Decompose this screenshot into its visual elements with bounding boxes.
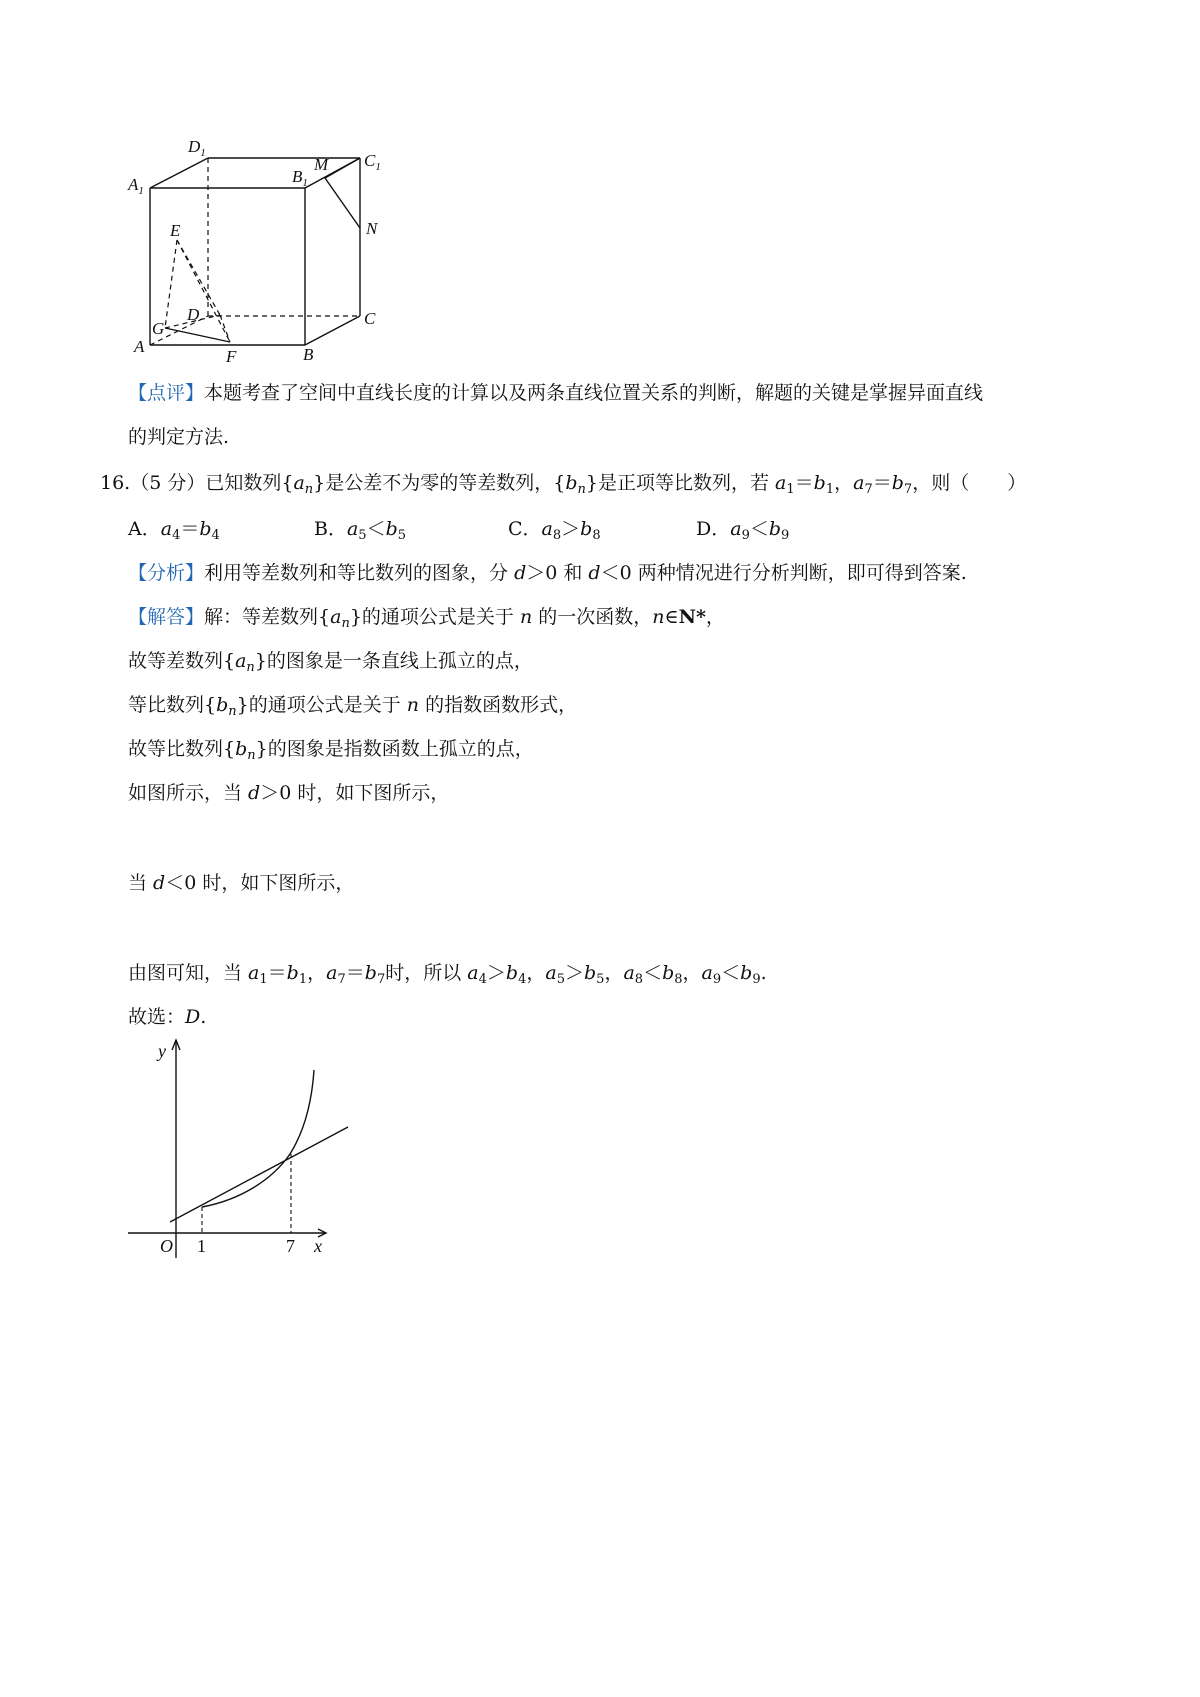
label-B: B xyxy=(303,345,314,364)
solution-line-3: 等比数列$\{b_n\}$的通项公式是关于 n 的指数函数形式， xyxy=(128,694,578,719)
solution-line-8: 故选：D. xyxy=(128,1006,207,1028)
label-M: M xyxy=(314,155,329,174)
review-line-1 xyxy=(128,380,983,406)
question-number: 16. xyxy=(100,472,131,494)
tick-1: 1 xyxy=(197,1236,206,1256)
label-E: E xyxy=(170,221,181,240)
option-B[interactable]: B．$a_5<b_5$ xyxy=(314,518,407,543)
origin-label: O xyxy=(160,1236,173,1256)
label-C1: $C_1$ xyxy=(364,151,381,173)
review-tag: 【点评】 xyxy=(128,382,205,404)
exponential-curve xyxy=(202,1070,314,1207)
option-C[interactable]: C．$a_8>b_8$ xyxy=(508,518,601,543)
sequence-graph xyxy=(120,1030,370,1270)
solution-line-1: 【解答】解：等差数列$\{a_n\}$的通项公式是关于 n 的一次函数，n∈N*， xyxy=(128,606,725,631)
label-N: N xyxy=(366,219,378,238)
solution-tag: 【解答】 xyxy=(128,606,205,628)
solution-line-4: 故等比数列$\{b_n\}$的图象是指数函数上孤立的点， xyxy=(128,738,534,763)
label-D1: $D_1$ xyxy=(188,137,206,159)
label-F: F xyxy=(226,347,237,366)
label-G: G xyxy=(152,319,165,338)
label-A1: $A_1$ xyxy=(128,175,144,197)
arithmetic-line xyxy=(170,1127,348,1222)
label-D: D xyxy=(187,305,200,324)
question-16: 16.（5 分）已知数列$\{a_n\}$是公差不为零的等差数列，$\{b_n\}$是正项等比数列，若 $a_1=b_1$，$a_7=b_7$，则（ ） xyxy=(100,472,1027,497)
analysis-line: 【分析】利用等差数列和等比数列的图象，分 d＞0 和 d＜0 两种情况进行分析判断，即可得到答案. xyxy=(128,562,967,584)
solution-line-7: 由图可知，当 $a_1=b_1$，$a_7=b_7$时，所以 $a_4>b_4$，$a_5>b_5$，$a_8<b_8$，$a_9<b_9$. xyxy=(128,962,767,987)
label-B1: $B_1$ xyxy=(292,167,308,189)
label-A: A xyxy=(134,337,145,356)
option-D[interactable]: D．$a_9<b_9$ xyxy=(696,518,790,543)
review-line-2 xyxy=(128,424,229,450)
review-text-1: 本题考查了空间中直线长度的计算以及两条直线位置关系的判断，解题的关键是掌握异面直线 xyxy=(204,382,984,404)
solution-line-6: 当 d＜0 时，如下图所示， xyxy=(128,872,355,894)
question-options xyxy=(128,516,1028,544)
solution-line-2: 故等差数列$\{a_n\}$的图象是一条直线上孤立的点， xyxy=(128,650,533,675)
solution-line-5: 如图所示，当 d＞0 时，如下图所示， xyxy=(128,782,450,804)
analysis-tag: 【分析】 xyxy=(128,562,205,584)
x-axis-label: x xyxy=(314,1236,322,1256)
option-A[interactable]: A．$a_4=b_4$ xyxy=(128,518,220,543)
tick-7: 7 xyxy=(286,1236,295,1256)
review-text-2: 的判定方法. xyxy=(128,426,230,448)
cube-figure xyxy=(120,130,420,370)
question-score: （5 分） xyxy=(130,472,206,494)
label-C: C xyxy=(364,309,376,328)
y-axis-label: y xyxy=(158,1041,166,1061)
